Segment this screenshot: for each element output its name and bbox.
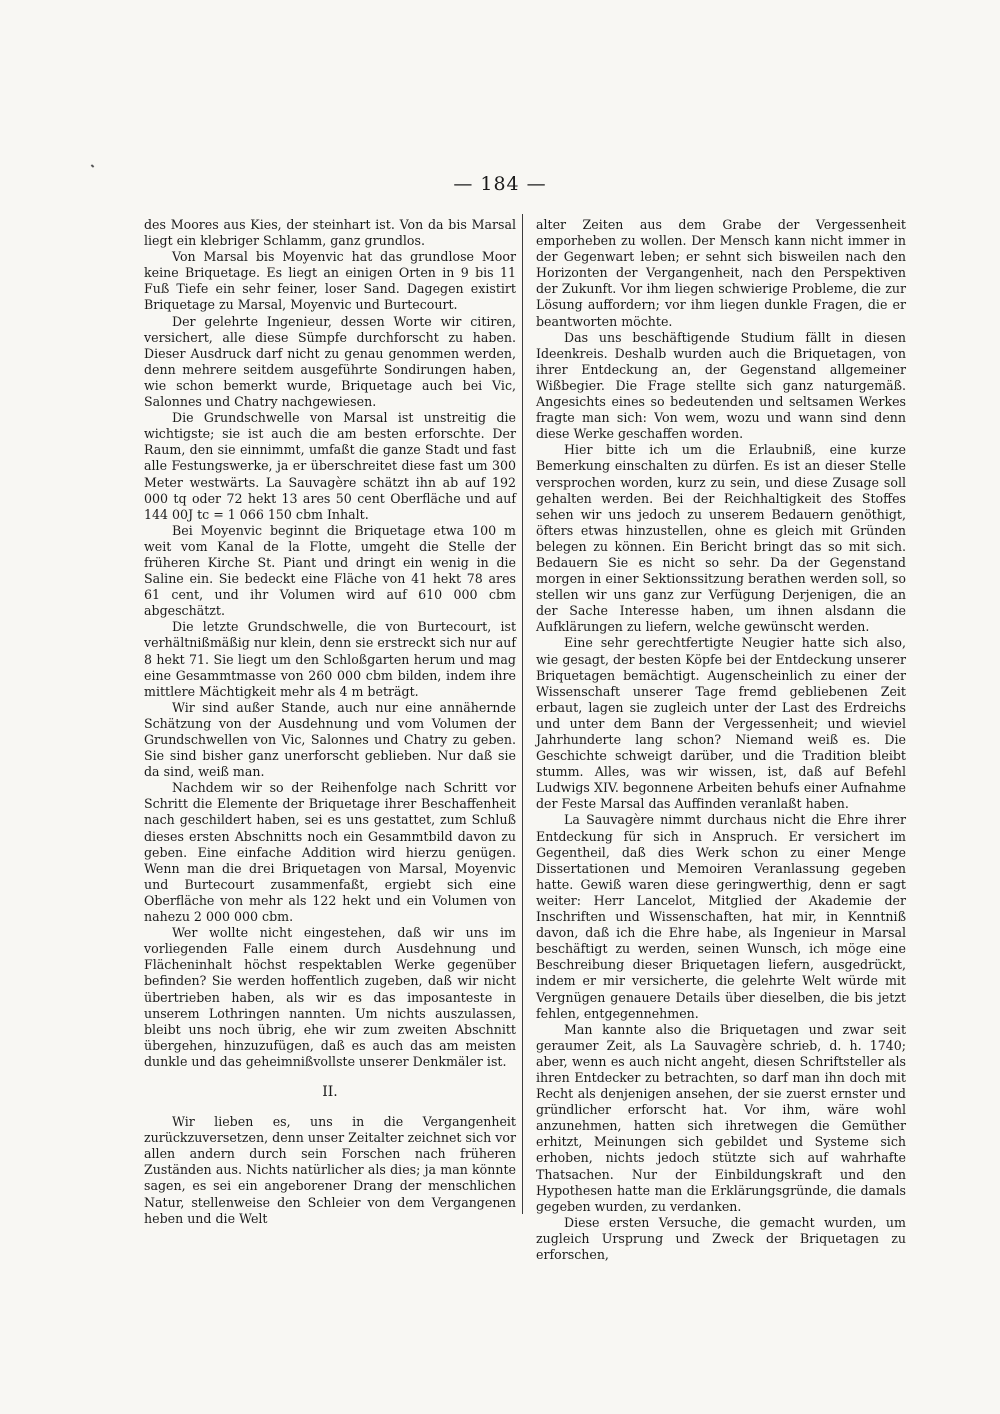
paragraph: Das uns beschäftigende Studium fällt in diesen Ideenkreis. Deshalb wurden auch die Briquetagen, von ihrer Entdeckung an, der Gegenstand allgemeiner Wißbegier. Die Frage stellte sich ganz naturgemäß. Angesichts eines so bedeutenden und seltsamen Werkes fragte man sich: Von wem, wozu und wann sind denn diese Werke geschaffen worden.: [536, 329, 906, 442]
column-divider: [522, 214, 523, 1214]
paragraph: Wir sind außer Stande, auch nur eine annähernde Schätzung von der Ausdehnung und vom Volumen der Grundschwellen von Vic, Salonnes und Chatry zu geben. Sie sind bisher ganz unerforscht geblieben. Nur daß sie da sind, weiß man.: [144, 699, 516, 780]
paragraph: Bei Moyenvic beginnt die Briquetage etwa 100 m weit vom Kanal de la Flotte, umgeht die Stelle der früheren Kirche St. Piant und dringt ein wenig in die Saline ein. Sie bedeckt eine Fläche von 41 hekt 78 ares 61 cent, und ihr Volumen wird auf 610 000 cbm abgeschätzt.: [144, 522, 516, 619]
paragraph: Die letzte Grundschwelle, die von Burtecourt, ist verhältnißmäßig nur klein, denn sie erstreckt sich nur auf 8 hekt 71. Sie liegt um den Schloßgarten herum und mag eine Gesammtmasse von 260 000 cbm bilden, indem ihre mittlere Mächtigkeit mehr als 4 m beträgt.: [144, 619, 516, 699]
paragraph: Wir lieben es, uns in die Vergangenheit zurückzuversetzen, denn unser Zeitalter zeichnet sich vor allen andern durch sein Forschen nach früheren Zuständen aus. Nichts natürlicher als dies; ja man könnte sagen, es sei ein angeborener Drang der menschlichen Natur, stellenweise den Schleier von dem Vergangenen heben und die Welt: [144, 1114, 516, 1226]
left-column: [144, 217, 516, 1227]
paragraph: Der gelehrte Ingenieur, dessen Worte wir citiren, versichert, alle diese Sümpfe durchforscht zu haben. Dieser Ausdruck darf nicht zu genau genommen werden, denn mehrere seitdem ausgeführte Sondirungen haben, wie schon bemerkt wurde, Briquetage auch bei Vic, Salonnes und Chatry nachgewiesen.: [144, 313, 516, 410]
section-heading: II.: [322, 1083, 338, 1100]
paragraph: Die Grundschwelle von Marsal ist unstreitig die wichtigste; sie ist auch die am besten erforschte. Der Raum, den sie einnimmt, umfaßt die ganze Stadt und fast alle Festungswerke, ja er überschreitet diese fast um 300 Meter westwärts. La Sauvagère schätzt ihn ab auf 192 000 tq oder 72 hekt 13 ares 50 cent Oberfläche und auf 144 00J tc = 1 066 150 cbm Inhalt.: [144, 410, 516, 522]
paragraph: La Sauvagère nimmt durchaus nicht die Ehre ihrer Entdeckung für sich in Anspruch. Er versichert im Gegentheil, daß dies Werk schon zu einer Menge Dissertationen und Memoiren Veranlassung gegeben hatte. Gewiß waren diese geringwerthig, denn er sagt weiter: Herr Lancelot, Mitglied der Akademie der Inschriften und Wissenschaften, hat mir, in Kenntniß davon, daß ich die Ehre habe, als Ingenieur in Marsal beschäftigt zu werden, seinen Wunsch, ich möge eine Beschreibung dieser Briquetagen liefern, ausgedrückt, indem er mir versicherte, die gelehrte Welt würde mit Vergnügen genauere Details über dieselben, die bis jetzt fehlen, entgegennehmen.: [536, 812, 906, 1021]
right-column: [536, 217, 906, 1263]
paragraph: Wer wollte nicht eingestehen, daß wir uns im vorliegenden Falle einem durch Ausdehnung und Flächeninhalt höchst respektablen Werke gegenüber befinden? Sie werden hoffentlich zugeben, daß wir nicht übertrieben haben, als wir es das imposanteste in unserem Lothringen nannten. Um nichts auszulassen, bleibt uns noch übrig, ehe wir zum zweiten Abschnitt übergehen, hinzuzufügen, daß es auch das am meisten dunkle und das geheimnißvollste unserer Denkmäler ist.: [144, 925, 516, 1069]
paragraph: Nachdem wir so der Reihenfolge nach Schritt vor Schritt die Elemente der Briquetage ihrer Beschaffenheit nach geschildert haben, sei es uns gestattet, zum Schluß dieses ersten Abschnitts noch ein Gesammtbild davon zu geben. Eine einfache Addition wird hierzu genügen. Wenn man die drei Briquetagen von Marsal, Moyenvic und Burtecourt zusammenfaßt, ergiebt sich eine Oberfläche von mehr als 122 hekt und ein Volumen von nahezu 2 000 000 cbm.: [144, 780, 516, 925]
paragraph: Man kannte also die Briquetagen und zwar seit geraumer Zeit, als La Sauvagère schrieb, d. h. 1740; aber, wenn es auch nicht angeht, diesen Schriftsteller als ihren Entdecker zu betrachten, so darf man ihn doch mit Recht als denjenigen ansehen, der sie zuerst ernster und gründlicher erforscht hat. Vor ihm, wäre wohl anzunehmen, hatten sich ihretwegen die Gemüther erhitzt, Meinungen sich gebildet und Systeme sich erhoben, nichts jedoch stützte sich auf wahrhafte Thatsachen. Nur der Einbildungskraft und den Hypothesen hatte man die Erklärungsgründe, die damals gegeben wurden, zu verdanken.: [536, 1021, 906, 1214]
paragraph: Hier bitte ich um die Erlaubniß, eine kurze Bemerkung einschalten zu dürfen. Es ist an dieser Stelle versprochen worden, kurz zu sein, und diese Zusage soll gehalten werden. Bei der Reichhaltigkeit des Stoffes sehen wir uns jedoch zu unserem Bedauern genöthigt, öfters etwas hinzustellen, ohne es gleich mit Gründen belegen zu können. Ein Bericht bringt das so mit sich. Bedauern Sie es nicht so sehr. Da der Gegenstand morgen in einer Sektionssitzung berathen werden soll, so stellen wir uns ganz zur Verfügung Derjenigen, die an der Sache Interesse haben, um ihnen alsdann die Aufklärungen zu liefern, welche gewünscht werden.: [536, 442, 906, 635]
paragraph: Eine sehr gerechtfertigte Neugier hatte sich also, wie gesagt, der besten Köpfe bei der Entdeckung unserer Briquetagen bemächtigt. Augenscheinlich zu einer der Wissenschaft unserer Tage fremd gebliebenen Zeit erbaut, lagen sie zugleich unter der Last des Erdreichs und unter dem Bann der Vergessenheit; und wieviel Jahrhunderte lang schon? Niemand weiß es. Die Geschichte schweigt darüber, und die Tradition bleibt stumm. Alles, was wir wissen, ist, daß auf Befehl Ludwigs XIV. begonnene Arbeiten behufs einer Aufnahme der Feste Marsal das Auffinden veranlaßt haben.: [536, 635, 906, 812]
scan-speck: [91, 164, 95, 167]
paragraph: Von Marsal bis Moyenvic hat das grundlose Moor keine Briquetage. Es liegt an einigen Orten in 9 bis 11 Fuß Tiefe ein sehr feiner, loser Sand. Dagegen existirt Briquetage zu Marsal, Moyenvic und Burtecourt.: [144, 249, 516, 313]
paragraph: des Moores aus Kies, der steinhart ist. Von da bis Marsal liegt ein klebriger Schlamm, ganz grundlos.: [144, 217, 516, 249]
paragraph: alter Zeiten aus dem Grabe der Vergessenheit emporheben zu wollen. Der Mensch kann nicht immer in der Gegenwart leben; er sehnt sich bisweilen nach den Horizonten der Vergangenheit, nach den Perspektiven der Zukunft. Vor ihm liegen schwierige Probleme, die zur Lösung auffordern; vor ihm liegen dunkle Fragen, die er beantworten möchte.: [536, 217, 906, 329]
page-number: — 184 —: [453, 173, 547, 195]
paragraph: Diese ersten Versuche, die gemacht wurden, um zugleich Ursprung und Zweck der Briquetagen zu erforschen,: [536, 1214, 906, 1262]
